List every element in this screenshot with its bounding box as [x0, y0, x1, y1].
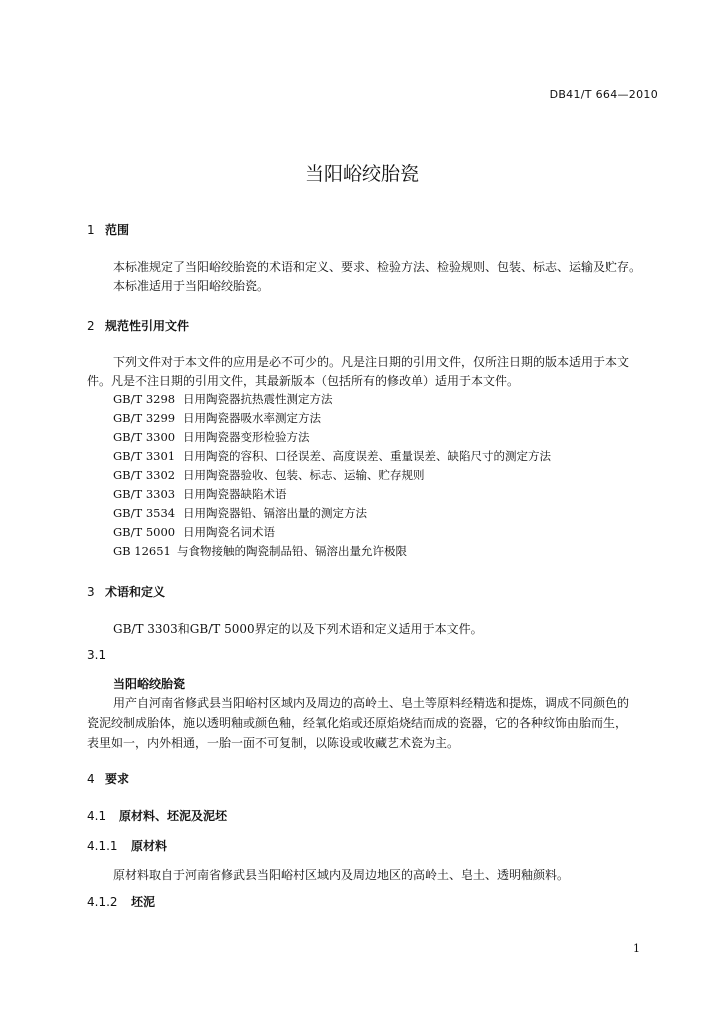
section-title: 术语和定义: [105, 585, 166, 599]
term-definition-line-1: 用产自河南省修武县当阳峪村区域内及周边的高岭土、皂土等原料经精选和提炼，调成不同颜色的: [113, 696, 630, 710]
reference-code: GB/T 3302: [113, 468, 176, 482]
references-intro-line-2: 件。凡是不注日期的引用文件，其最新版本（包括所有的修改单）适用于本文件。: [87, 374, 520, 388]
subsection-number: 4.1.2: [87, 895, 118, 909]
terms-intro: GB/T 3303和GB/T 5000界定的以及下列术语和定义适用于本文件。: [113, 622, 483, 636]
reference-title: 日用陶瓷器抗热震性测定方法: [183, 392, 333, 406]
term-definition-line-3: 表里如一，内外相通，一胎一面不可复制，以陈设或收藏艺术瓷为主。: [87, 736, 460, 750]
subsection-4-1-1-heading: [87, 837, 167, 854]
subsection-title: 原材料: [131, 839, 168, 853]
reference-code: GB/T 5000: [113, 525, 176, 539]
section-number: 2: [87, 319, 95, 333]
subsection-title: 原材料、坯泥及泥坯: [119, 809, 228, 823]
section-title: 要求: [105, 772, 130, 786]
scope-paragraph-2: 本标准适用于当阳峪绞胎瓷。: [113, 279, 270, 293]
reference-title: 日用陶瓷器验收、包装、标志、运输、贮存规则: [183, 468, 425, 482]
reference-item: [113, 543, 407, 559]
reference-code: GB/T 3300: [113, 430, 176, 444]
reference-item: [113, 486, 287, 502]
raw-materials-paragraph: 原材料取自于河南省修武县当阳峪村区域内及周边地区的高岭土、皂土、透明釉颜料。: [113, 868, 570, 882]
document-title: 当阳峪绞胎瓷: [304, 163, 419, 185]
reference-code: GB/T 3299: [113, 411, 176, 425]
term-name: 当阳峪绞胎瓷: [113, 677, 186, 691]
page-number: 1: [633, 942, 640, 955]
subsection-number: 4.1.1: [87, 839, 118, 853]
references-intro-line-1: 下列文件对于本文件的应用是必不可少的。凡是注日期的引用文件，仅所注日期的版本适用于本文: [113, 355, 630, 369]
reference-code: GB 12651: [113, 544, 171, 558]
reference-code: GB/T 3298: [113, 392, 176, 406]
section-number: 3: [87, 585, 95, 599]
section-4-heading: [87, 770, 129, 787]
reference-item: [113, 524, 275, 540]
section-title: 规范性引用文件: [105, 319, 190, 333]
section-number: 1: [87, 223, 95, 237]
reference-title: 日用陶瓷器变形检验方法: [183, 430, 310, 444]
reference-item: [113, 429, 310, 445]
reference-item: [113, 391, 333, 407]
section-title: 范围: [105, 223, 130, 237]
section-3-heading: [87, 583, 165, 600]
subsection-4-1-2-heading: [87, 893, 155, 910]
reference-title: 日用陶瓷器铅、镉溶出量的测定方法: [183, 506, 367, 520]
reference-item: [113, 467, 425, 483]
section-number: 4: [87, 772, 95, 786]
reference-title: 日用陶瓷器吸水率测定方法: [183, 411, 321, 425]
reference-code: GB/T 3301: [113, 449, 176, 463]
reference-title: 日用陶瓷的容积、口径误差、高度误差、重量误差、缺陷尺寸的测定方法: [183, 449, 551, 463]
subsection-4-1-heading: [87, 807, 227, 824]
reference-title: 与食物接触的陶瓷制品铅、镉溶出量允许极限: [177, 544, 407, 558]
reference-title: 日用陶瓷器缺陷术语: [183, 487, 287, 501]
subsection-number: 4.1: [87, 809, 107, 823]
reference-code: GB/T 3534: [113, 506, 176, 520]
scope-paragraph-1: 本标准规定了当阳峪绞胎瓷的术语和定义、要求、检验方法、检验规则、包装、标志、运输及贮存。: [113, 260, 642, 274]
reference-title: 日用陶瓷名词术语: [183, 525, 275, 539]
reference-item: [113, 505, 367, 521]
subsection-title: 坯泥: [131, 895, 156, 909]
reference-code: GB/T 3303: [113, 487, 176, 501]
section-1-heading: [87, 221, 129, 238]
reference-item: [113, 448, 551, 464]
term-definition-line-2: 瓷泥绞制成胎体，施以透明釉或颜色釉，经氧化焰或还原焰烧结而成的瓷器，它的各种纹饰由胎而生，: [87, 716, 628, 730]
subsection-3-1-number: 3.1: [87, 648, 107, 662]
section-2-heading: [87, 317, 189, 334]
standard-number: DB41/T 664—2010: [549, 88, 658, 101]
reference-item: [113, 410, 321, 426]
